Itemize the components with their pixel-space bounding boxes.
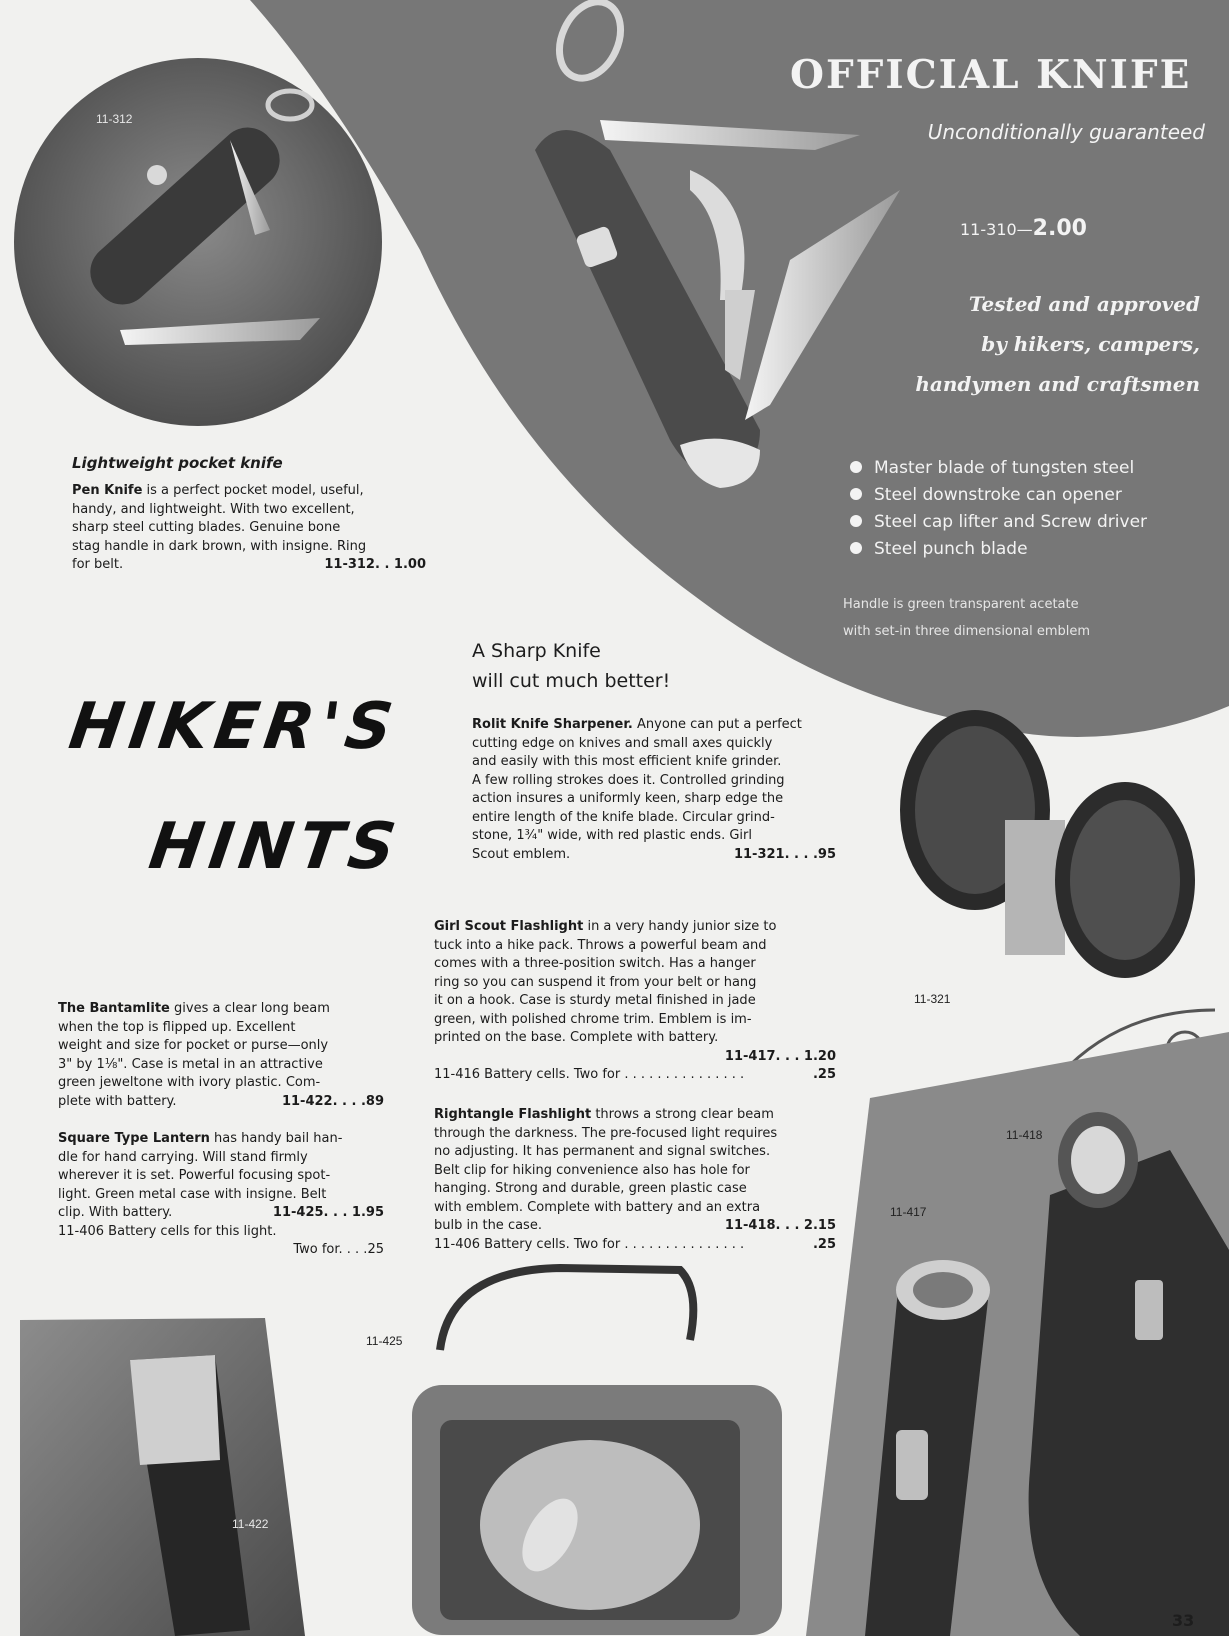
sharpener-heading-1: A Sharp Knife — [472, 640, 601, 662]
gs-flashlight-block: Girl Scout Flashlight in a very handy junior size to tuck into a hike pack. Throws a powerful beam and comes with a three-position switch. Has a hanger ring so you can suspend it from your belt or hang it on a hook. Case is sturdy metal finished in jade green, with polished chrome trim. Emblem is im- printed on the base. Complete with battery. 11-417. . . 1.20 11-416 Battery cells. Two for . . . . . . . . . . . . . . . .25 — [434, 919, 836, 1082]
hikers-hints-line-1: HIKER'S — [64, 690, 403, 764]
official-knife-price — [960, 216, 1087, 241]
lantern-illustration — [412, 1268, 782, 1635]
official-knife-features — [850, 458, 1147, 566]
feature-item: Steel punch blade — [850, 539, 1147, 566]
sharpener-heading-2: will cut much better! — [472, 670, 671, 692]
gs-flashlight-name: Girl Scout Flashlight — [434, 919, 584, 934]
pen-knife-heading: Lightweight pocket knife — [72, 454, 283, 472]
gs-flashlight-price: 11-417. . . 1.20 — [724, 1048, 836, 1064]
lantern-photo-label: 11-425 — [366, 1334, 403, 1348]
bullet-icon — [850, 515, 862, 527]
bantamlite-photo-label: 11-422 — [232, 1517, 269, 1531]
sharpener-description: Rolit Knife Sharpener. Anyone can put a perfect cutting edge on knives and small axes quickly and easily with this most efficient knife grinder. A few rolling strokes does it. Controlled grinding action insures a uniformly keen, sharp edge the entire length of the knife blade. Circular grind- stone, 1¾" wide, with red plastic ends. Girl Scout emblem. 11-321. . . .95 — [472, 716, 836, 864]
official-knife-amount: 2.00 — [1032, 216, 1087, 241]
rightangle-price: 11-418. . . 2.15 — [724, 1218, 836, 1233]
rightangle-photo-label: 11-418 — [1006, 1128, 1043, 1142]
sharpener-illustration — [900, 710, 1215, 1075]
bullet-icon — [850, 488, 862, 500]
handle-note-line-1: Handle is green transparent acetate — [843, 597, 1079, 612]
pen-knife-name: Pen Knife — [72, 483, 143, 498]
bantamlite-price: 11-422. . . .89 — [281, 1093, 384, 1109]
handle-note-line-2: with set-in three dimensional emblem — [843, 624, 1091, 639]
tested-line-3: handymen and craftsmen — [915, 372, 1200, 396]
bantamlite-name: The Bantamlite — [58, 1001, 170, 1016]
sharpener-photo-label: 11-321 — [914, 992, 951, 1006]
junior-light-photo-label: 11-417 — [890, 1205, 927, 1219]
bullet-icon — [850, 542, 862, 554]
pen-knife-description: Pen Knife is a perfect pocket model, useful, handy, and lightweight. With two excellent, sharp steel cutting blades. Genuine bone stag handle in dark brown, with insigne. Ring for belt. 11-312. . 1.00 — [72, 482, 426, 575]
rightangle-name: Rightangle Flashlight — [434, 1107, 592, 1122]
rightangle-block: Rightangle Flashlight throws a strong clear beam through the darkness. The pre-focused light requires no adjusting. It has permanent and signal switches. Belt clip for hiking convenience also has hole for hanging. Strong and durable, green plastic case with emblem. Complete with battery and an extra bulb in the case. 11-418. . . 2.15 11-406 Battery cells. Two for . . . . . . . . . . . . . . . .25 — [434, 1107, 836, 1252]
sharpener-block — [472, 640, 836, 864]
pen-knife-photo-label: 11-312 — [96, 112, 133, 126]
pen-knife-price: 11-312. . 1.00 — [324, 557, 426, 572]
lantern-block: Square Type Lantern has handy bail han- dle for hand carrying. Will stand firmly wherever it is set. Powerful focusing spot- light. Green metal case with insigne. Belt clip. With battery. 11-425. . . 1.95 11-406 Battery cells for this light. Two for. . . .25 — [58, 1131, 384, 1257]
official-knife-title: OFFICIAL KNIFE — [790, 52, 1192, 98]
feature-item: Steel downstroke can opener — [850, 485, 1147, 512]
bantamlite-block: The Bantamlite gives a clear long beam when the top is flipped up. Excellent weight and size for pocket or purse—only 3" by 1⅛". Case is metal in an attractive green jeweltone with ivory plastic. Com- plete with battery. 11-422. . . .89 — [58, 1000, 384, 1111]
sharpener-price: 11-321. . . .95 — [733, 846, 836, 862]
tested-line-1: Tested and approved — [968, 292, 1200, 316]
official-knife-subtitle: Unconditionally guaranteed — [927, 120, 1205, 144]
tested-line-2: by hikers, campers, — [981, 332, 1200, 356]
bullet-icon — [850, 461, 862, 473]
feature-item: Master blade of tungsten steel — [850, 458, 1147, 485]
feature-item: Steel cap lifter and Screw driver — [850, 512, 1147, 539]
lantern-name: Square Type Lantern — [58, 1131, 210, 1146]
hikers-hints-line-2: HINTS — [144, 810, 406, 884]
lantern-price: 11-425. . . 1.95 — [272, 1205, 384, 1220]
official-knife-code: 11-310— — [960, 220, 1033, 239]
pen-knife-block — [72, 454, 426, 575]
page-number: 33 — [1172, 1611, 1195, 1630]
sharpener-name: Rolit Knife Sharpener. — [472, 717, 633, 732]
